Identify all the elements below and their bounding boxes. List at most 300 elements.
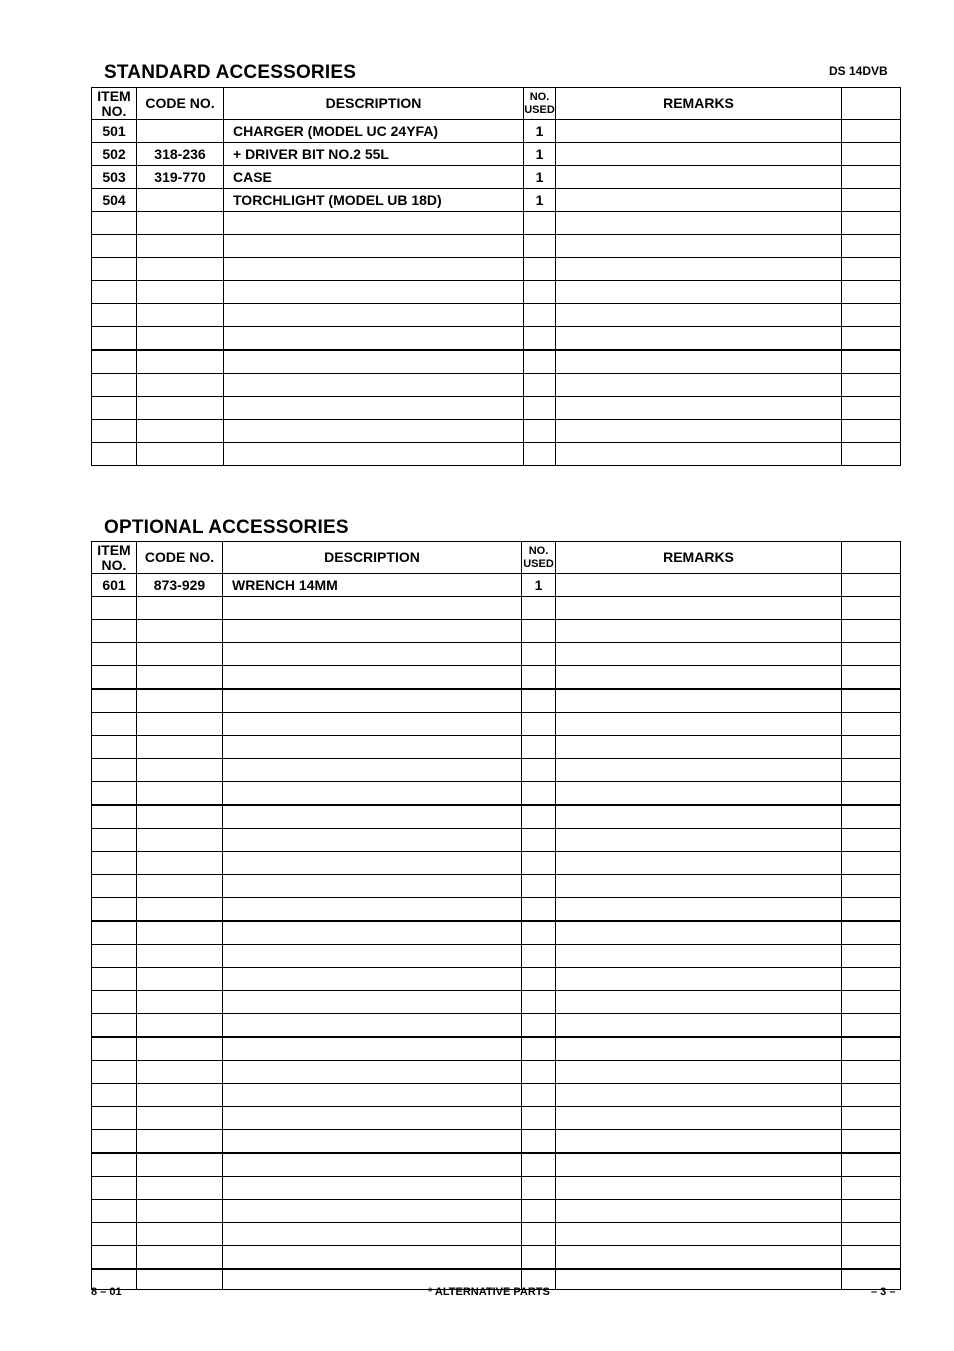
cell-code-no: 319-770 [137,166,224,189]
header-remarks: REMARKS [556,88,842,120]
cell-item-no: 504 [92,189,137,212]
cell-no-used: 1 [524,143,556,166]
cell-description [223,1037,522,1061]
cell-code-no [137,898,223,922]
cell-no-used [522,1061,556,1084]
cell-item-no [92,258,137,281]
cell-description [223,689,522,713]
cell-description [223,1223,522,1246]
header-item-no: ITEM NO. [92,88,137,120]
cell-item-no [92,1107,137,1130]
cell-remarks [556,736,842,759]
standard-accessories-title: STANDARD ACCESSORIES [104,62,357,83]
cell-blank [842,420,901,443]
cell-no-used [522,945,556,968]
cell-remarks [556,1130,842,1154]
cell-blank [842,258,901,281]
cell-code-no [137,852,223,875]
cell-code-no [137,805,223,829]
cell-blank [842,1084,901,1107]
cell-code-no [137,1200,223,1223]
cell-description [223,1200,522,1223]
table-row [92,1223,901,1246]
cell-description: CASE [224,166,524,189]
cell-no-used [522,689,556,713]
cell-item-no [92,782,137,806]
cell-description [223,968,522,991]
cell-item-no [92,1153,137,1177]
cell-item-no [92,1014,137,1038]
cell-code-no [137,1177,223,1200]
table-row [92,1061,901,1084]
cell-description [224,443,524,466]
cell-blank [842,736,901,759]
cell-blank [842,1037,901,1061]
table-row [92,1014,901,1038]
cell-item-no [92,875,137,898]
cell-description [223,597,522,620]
cell-no-used [522,1153,556,1177]
table-row [92,143,901,166]
cell-item-no [92,852,137,875]
cell-description [224,397,524,420]
cell-description [223,736,522,759]
cell-code-no [137,1037,223,1061]
cell-item-no [92,1223,137,1246]
table-row [92,875,901,898]
cell-code-no [137,189,224,212]
optional-accessories-table [91,541,901,1290]
cell-remarks [556,1084,842,1107]
cell-item-no [92,829,137,852]
cell-item-no [92,1061,137,1084]
cell-code-no [137,713,223,736]
cell-blank [842,1223,901,1246]
cell-remarks [556,1107,842,1130]
cell-description [223,1084,522,1107]
cell-description [223,782,522,806]
cell-blank [842,443,901,466]
cell-no-used [524,397,556,420]
cell-remarks [556,1269,842,1290]
cell-item-no [92,1177,137,1200]
cell-no-used [522,968,556,991]
cell-description [224,235,524,258]
cell-no-used: 1 [522,574,556,597]
cell-code-no [137,666,223,690]
cell-blank [842,1200,901,1223]
cell-item-no [92,643,137,666]
cell-code-no [137,1223,223,1246]
cell-no-used [522,875,556,898]
cell-description [223,643,522,666]
cell-remarks [556,782,842,806]
cell-blank [842,374,901,397]
cell-description: + DRIVER BIT NO.2 55L [224,143,524,166]
cell-item-no [92,736,137,759]
cell-no-used [522,852,556,875]
cell-remarks [556,1061,842,1084]
cell-blank [842,713,901,736]
table-row [92,235,901,258]
cell-remarks [556,374,842,397]
cell-no-used [522,1177,556,1200]
cell-remarks [556,968,842,991]
cell-remarks [556,597,842,620]
cell-item-no [92,597,137,620]
cell-item-no [92,397,137,420]
cell-blank [842,782,901,806]
cell-remarks [556,1014,842,1038]
table-row [92,189,901,212]
cell-blank [842,235,901,258]
table-row [92,212,901,235]
cell-remarks [556,759,842,782]
cell-blank [842,166,901,189]
cell-remarks [556,281,842,304]
cell-item-no: 501 [92,120,137,143]
cell-remarks [556,443,842,466]
cell-code-no [137,397,224,420]
footer-note: * ALTERNATIVE PARTS [428,1286,550,1298]
table-row [92,805,901,829]
cell-item-no [92,1084,137,1107]
cell-no-used [522,736,556,759]
cell-code-no [137,759,223,782]
cell-no-used [522,759,556,782]
cell-item-no [92,374,137,397]
cell-code-no [137,968,223,991]
cell-description [224,420,524,443]
table-row [92,443,901,466]
cell-no-used [524,304,556,327]
cell-blank [842,968,901,991]
cell-remarks [556,945,842,968]
cell-remarks [556,420,842,443]
cell-remarks [556,666,842,690]
cell-item-no [92,1130,137,1154]
cell-item-no [92,304,137,327]
cell-no-used [522,921,556,945]
cell-no-used [524,443,556,466]
cell-blank [842,1246,901,1270]
header-item-no: ITEM NO. [92,542,137,574]
cell-no-used: 1 [524,166,556,189]
cell-item-no [92,991,137,1014]
cell-item-no: 503 [92,166,137,189]
table-header [92,542,901,574]
table-row [92,829,901,852]
table-row [92,1153,901,1177]
table-row [92,689,901,713]
cell-item-no [92,713,137,736]
cell-blank [842,1107,901,1130]
cell-item-no [92,1246,137,1270]
cell-item-no [92,1200,137,1223]
cell-item-no [92,443,137,466]
cell-description [223,991,522,1014]
cell-description [224,374,524,397]
cell-description [223,1177,522,1200]
cell-no-used [522,1107,556,1130]
cell-no-used [522,1200,556,1223]
cell-code-no [137,782,223,806]
cell-code-no [137,1246,223,1270]
cell-remarks [556,327,842,351]
cell-remarks [556,875,842,898]
header-blank [842,542,901,574]
cell-description [223,945,522,968]
cell-code-no [137,597,223,620]
cell-blank [842,759,901,782]
table-row [92,759,901,782]
cell-description [224,304,524,327]
header-blank [842,88,901,120]
cell-description: WRENCH 14MM [223,574,522,597]
cell-no-used [522,620,556,643]
cell-code-no [137,991,223,1014]
header-code-no: CODE NO. [137,542,223,574]
cell-remarks [556,120,842,143]
cell-description [223,852,522,875]
document-code: DS 14DVB [829,64,888,78]
table-row [92,643,901,666]
table-row [92,782,901,806]
cell-code-no: 873-929 [137,574,223,597]
footer-page-number: – 3 – [871,1286,896,1298]
cell-blank [842,875,901,898]
cell-code-no [137,620,223,643]
cell-blank [842,643,901,666]
cell-no-used [522,1246,556,1270]
cell-description [223,620,522,643]
table-row [92,620,901,643]
table-row [92,945,901,968]
cell-no-used [522,597,556,620]
cell-no-used [524,327,556,351]
cell-blank [842,620,901,643]
cell-item-no [92,350,137,374]
cell-description [223,1153,522,1177]
cell-description: CHARGER (MODEL UC 24YFA) [224,120,524,143]
cell-remarks [556,1177,842,1200]
cell-item-no [92,235,137,258]
cell-no-used [522,1014,556,1038]
cell-blank [842,189,901,212]
table-row [92,420,901,443]
cell-item-no [92,805,137,829]
cell-description [223,759,522,782]
cell-blank [842,574,901,597]
cell-code-no [137,120,224,143]
table-row [92,258,901,281]
table-row [92,991,901,1014]
cell-item-no [92,945,137,968]
table-row [92,1107,901,1130]
standard-accessories-table [91,87,901,466]
cell-no-used [522,898,556,922]
cell-no-used: 1 [524,189,556,212]
cell-description [224,281,524,304]
cell-item-no [92,968,137,991]
cell-blank [842,805,901,829]
table-row [92,968,901,991]
header-no-used: NO. USED [524,88,556,120]
cell-code-no [137,689,223,713]
cell-code-no [137,443,224,466]
cell-no-used [522,829,556,852]
cell-remarks [556,574,842,597]
cell-remarks [556,397,842,420]
cell-item-no: 601 [92,574,137,597]
cell-code-no [137,1061,223,1084]
cell-blank [842,304,901,327]
table-row [92,597,901,620]
cell-blank [842,945,901,968]
table-row [92,281,901,304]
cell-remarks [556,304,842,327]
cell-no-used [524,212,556,235]
cell-item-no: 502 [92,143,137,166]
cell-description [223,1246,522,1270]
table-row [92,304,901,327]
cell-remarks [556,1153,842,1177]
table-row [92,898,901,922]
cell-code-no: 318-236 [137,143,224,166]
cell-blank [842,921,901,945]
cell-blank [842,327,901,351]
cell-blank [842,212,901,235]
table-row [92,397,901,420]
table-row [92,1246,901,1270]
cell-remarks [556,713,842,736]
cell-description [223,1061,522,1084]
cell-blank [842,120,901,143]
cell-no-used: 1 [524,120,556,143]
cell-code-no [137,875,223,898]
cell-no-used [522,805,556,829]
cell-code-no [137,258,224,281]
cell-blank [842,350,901,374]
cell-remarks [556,1223,842,1246]
cell-description [223,898,522,922]
header-description: DESCRIPTION [223,542,522,574]
cell-code-no [137,374,224,397]
cell-blank [842,1153,901,1177]
cell-blank [842,1130,901,1154]
cell-description [223,1130,522,1154]
cell-code-no [137,945,223,968]
cell-description [224,212,524,235]
table-row [92,1037,901,1061]
cell-remarks [556,166,842,189]
cell-code-no [137,736,223,759]
cell-remarks [556,620,842,643]
cell-no-used [522,713,556,736]
header-no-used: NO. USED [522,542,556,574]
table-row [92,374,901,397]
cell-blank [842,666,901,690]
cell-no-used [524,258,556,281]
cell-item-no [92,921,137,945]
cell-code-no [137,1153,223,1177]
cell-description [223,666,522,690]
cell-code-no [137,829,223,852]
cell-no-used [522,666,556,690]
cell-code-no [137,350,224,374]
cell-code-no [137,1084,223,1107]
table-row [92,166,901,189]
cell-blank [842,143,901,166]
cell-item-no [92,689,137,713]
cell-code-no [137,1269,223,1290]
cell-no-used [524,350,556,374]
cell-blank [842,829,901,852]
cell-description [223,713,522,736]
cell-remarks [556,829,842,852]
cell-description [223,875,522,898]
cell-no-used [524,235,556,258]
cell-remarks [556,212,842,235]
cell-blank [842,597,901,620]
cell-item-no [92,420,137,443]
cell-description [224,327,524,351]
cell-description [224,258,524,281]
cell-no-used [522,782,556,806]
cell-code-no [137,643,223,666]
cell-remarks [556,805,842,829]
table-row [92,574,901,597]
cell-code-no [137,327,224,351]
table-row [92,1200,901,1223]
cell-blank [842,397,901,420]
optional-accessories-title: OPTIONAL ACCESSORIES [104,517,349,538]
cell-item-no [92,620,137,643]
cell-no-used [524,420,556,443]
footer-date: 8 – 01 [91,1286,122,1298]
cell-remarks [556,689,842,713]
header-remarks: REMARKS [556,542,842,574]
cell-blank [842,1061,901,1084]
cell-description: TORCHLIGHT (MODEL UB 18D) [224,189,524,212]
cell-code-no [137,281,224,304]
cell-blank [842,898,901,922]
cell-item-no [92,281,137,304]
cell-blank [842,852,901,875]
cell-item-no [92,898,137,922]
cell-description [223,805,522,829]
cell-blank [842,1177,901,1200]
cell-remarks [556,1200,842,1223]
cell-blank [842,1014,901,1038]
cell-description [223,829,522,852]
table-row [92,921,901,945]
cell-remarks [556,898,842,922]
cell-code-no [137,1130,223,1154]
cell-no-used [522,1084,556,1107]
cell-remarks [556,350,842,374]
table-row [92,1084,901,1107]
cell-code-no [137,304,224,327]
cell-item-no [92,666,137,690]
table-row [92,852,901,875]
table-row [92,736,901,759]
cell-remarks [556,189,842,212]
cell-code-no [137,1107,223,1130]
cell-no-used [524,374,556,397]
cell-code-no [137,420,224,443]
cell-no-used [522,643,556,666]
